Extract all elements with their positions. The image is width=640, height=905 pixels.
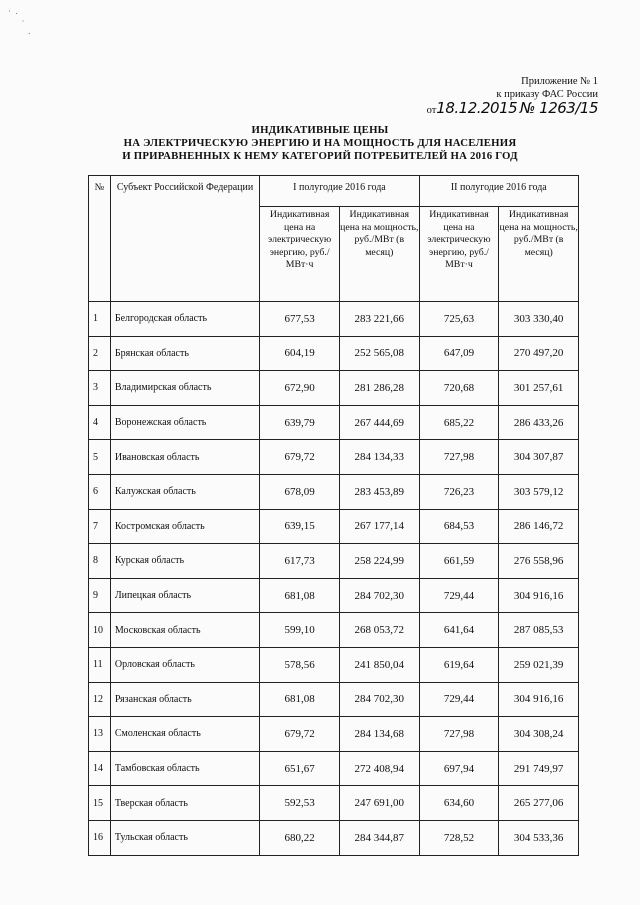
power-price-h2: 304 916,16 — [499, 682, 579, 717]
power-price-h1: 258 224,99 — [339, 544, 419, 579]
power-price-h1: 252 565,08 — [339, 336, 419, 371]
row-number: 16 — [89, 820, 111, 855]
power-price-h2: 265 277,06 — [499, 786, 579, 821]
energy-price-h2: 661,59 — [419, 544, 499, 579]
region-name: Тверская область — [110, 786, 259, 821]
power-price-h1: 241 850,04 — [339, 647, 419, 682]
energy-price-h1: 639,79 — [260, 405, 340, 440]
power-price-h2: 259 021,39 — [499, 647, 579, 682]
annex-header — [427, 75, 598, 117]
energy-price-h2: 647,09 — [419, 336, 499, 371]
row-number: 15 — [89, 786, 111, 821]
handwritten-date: 18.12.2015 — [436, 99, 518, 117]
annex-line-3 — [427, 101, 598, 117]
energy-price-h2: 728,52 — [419, 820, 499, 855]
power-price-h2: 301 257,61 — [499, 371, 579, 406]
prices-table-body — [89, 302, 579, 856]
table-row — [89, 820, 579, 855]
table-row — [89, 544, 579, 579]
energy-price-h1: 651,67 — [260, 751, 340, 786]
row-number: 14 — [89, 751, 111, 786]
energy-price-h1: 681,08 — [260, 578, 340, 613]
power-price-h2: 304 308,24 — [499, 717, 579, 752]
energy-price-h1: 578,56 — [260, 647, 340, 682]
energy-price-h2: 684,53 — [419, 509, 499, 544]
power-price-h1: 284 134,68 — [339, 717, 419, 752]
power-price-h2: 286 433,26 — [499, 405, 579, 440]
table-row — [89, 371, 579, 406]
row-number: 10 — [89, 613, 111, 648]
energy-price-h2: 619,64 — [419, 647, 499, 682]
region-name: Ивановская область — [110, 440, 259, 475]
header-power-1: Индикативная цена на мощность, руб./МВт (в месяц) — [339, 207, 419, 302]
table-row — [89, 786, 579, 821]
table-row — [89, 440, 579, 475]
energy-price-h1: 679,72 — [260, 717, 340, 752]
power-price-h2: 276 558,96 — [499, 544, 579, 579]
row-number: 2 — [89, 336, 111, 371]
table-row — [89, 509, 579, 544]
power-price-h1: 267 177,14 — [339, 509, 419, 544]
region-name: Воронежская область — [110, 405, 259, 440]
power-price-h2: 270 497,20 — [499, 336, 579, 371]
energy-price-h1: 681,08 — [260, 682, 340, 717]
energy-price-h2: 697,94 — [419, 751, 499, 786]
title-line-3: И ПРИРАВНЕННЫХ К НЕМУ КАТЕГОРИЙ ПОТРЕБИТЕЛЕЙ НА 2016 ГОД — [122, 150, 518, 162]
energy-price-h1: 599,10 — [260, 613, 340, 648]
energy-price-h1: 680,22 — [260, 820, 340, 855]
table-row — [89, 336, 579, 371]
row-number: 7 — [89, 509, 111, 544]
header-power-2: Индикативная цена на мощность, руб./МВт (в месяц) — [499, 207, 579, 302]
region-name: Владимирская область — [110, 371, 259, 406]
power-price-h1: 267 444,69 — [339, 405, 419, 440]
power-price-h2: 304 916,16 — [499, 578, 579, 613]
row-number: 3 — [89, 371, 111, 406]
power-price-h1: 272 408,94 — [339, 751, 419, 786]
handwritten-number: № 1263/15 — [519, 99, 598, 117]
row-number: 9 — [89, 578, 111, 613]
energy-price-h2: 685,22 — [419, 405, 499, 440]
annex-ot: от — [426, 105, 437, 116]
energy-price-h1: 639,15 — [260, 509, 340, 544]
power-price-h2: 286 146,72 — [499, 509, 579, 544]
annex-line-1: Приложение № 1 — [521, 76, 598, 87]
table-row — [89, 302, 579, 337]
power-price-h2: 304 307,87 — [499, 440, 579, 475]
region-name: Костромская область — [110, 509, 259, 544]
power-price-h1: 284 344,87 — [339, 820, 419, 855]
table-row — [89, 474, 579, 509]
energy-price-h1: 679,72 — [260, 440, 340, 475]
region-name: Брянская область — [110, 336, 259, 371]
table-row — [89, 717, 579, 752]
energy-price-h2: 641,64 — [419, 613, 499, 648]
header-energy-2: Индикативная цена на электрическую энергию, руб./МВт·ч — [419, 207, 499, 302]
table-row — [89, 647, 579, 682]
energy-price-h2: 726,23 — [419, 474, 499, 509]
energy-price-h1: 678,09 — [260, 474, 340, 509]
power-price-h2: 303 330,40 — [499, 302, 579, 337]
energy-price-h1: 592,53 — [260, 786, 340, 821]
power-price-h1: 281 286,28 — [339, 371, 419, 406]
table-row — [89, 613, 579, 648]
region-name: Тамбовская область — [110, 751, 259, 786]
power-price-h2: 303 579,12 — [499, 474, 579, 509]
energy-price-h2: 727,98 — [419, 440, 499, 475]
row-number: 6 — [89, 474, 111, 509]
header-half-2: II полугодие 2016 года — [419, 176, 578, 207]
document-title — [100, 124, 540, 163]
header-num: № — [89, 176, 111, 302]
row-number: 13 — [89, 717, 111, 752]
energy-price-h2: 729,44 — [419, 682, 499, 717]
region-name: Рязанская область — [110, 682, 259, 717]
title-line-2: НА ЭЛЕКТРИЧЕСКУЮ ЭНЕРГИЮ И НА МОЩНОСТЬ ДЛЯ НАСЕЛЕНИЯ — [123, 137, 517, 149]
energy-price-h1: 617,73 — [260, 544, 340, 579]
row-number: 8 — [89, 544, 111, 579]
table-row — [89, 751, 579, 786]
energy-price-h2: 725,63 — [419, 302, 499, 337]
row-number: 4 — [89, 405, 111, 440]
region-name: Курская область — [110, 544, 259, 579]
header-subject: Субъект Российской Федерации — [110, 176, 259, 302]
table-row — [89, 682, 579, 717]
region-name: Белгородская область — [110, 302, 259, 337]
region-name: Московская область — [110, 613, 259, 648]
energy-price-h2: 727,98 — [419, 717, 499, 752]
header-half-1: I полугодие 2016 года — [260, 176, 419, 207]
scan-specks: · . · . — [8, 6, 31, 36]
energy-price-h1: 604,19 — [260, 336, 340, 371]
energy-price-h2: 729,44 — [419, 578, 499, 613]
energy-price-h2: 720,68 — [419, 371, 499, 406]
table-row — [89, 578, 579, 613]
annex-line-2: к приказу ФАС России — [496, 89, 598, 100]
region-name: Смоленская область — [110, 717, 259, 752]
region-name: Калужская область — [110, 474, 259, 509]
row-number: 11 — [89, 647, 111, 682]
prices-table — [88, 175, 579, 856]
energy-price-h1: 672,90 — [260, 371, 340, 406]
region-name: Тульская область — [110, 820, 259, 855]
row-number: 1 — [89, 302, 111, 337]
power-price-h1: 284 134,33 — [339, 440, 419, 475]
power-price-h1: 283 221,66 — [339, 302, 419, 337]
energy-price-h1: 677,53 — [260, 302, 340, 337]
region-name: Липецкая область — [110, 578, 259, 613]
power-price-h2: 291 749,97 — [499, 751, 579, 786]
power-price-h1: 268 053,72 — [339, 613, 419, 648]
power-price-h2: 304 533,36 — [499, 820, 579, 855]
power-price-h1: 247 691,00 — [339, 786, 419, 821]
power-price-h1: 284 702,30 — [339, 578, 419, 613]
row-number: 12 — [89, 682, 111, 717]
table-row — [89, 405, 579, 440]
row-number: 5 — [89, 440, 111, 475]
power-price-h1: 284 702,30 — [339, 682, 419, 717]
energy-price-h2: 634,60 — [419, 786, 499, 821]
title-line-1: ИНДИКАТИВНЫЕ ЦЕНЫ — [251, 124, 389, 136]
region-name: Орловская область — [110, 647, 259, 682]
power-price-h2: 287 085,53 — [499, 613, 579, 648]
header-energy-1: Индикативная цена на электрическую энергию, руб./МВт·ч — [260, 207, 340, 302]
power-price-h1: 283 453,89 — [339, 474, 419, 509]
